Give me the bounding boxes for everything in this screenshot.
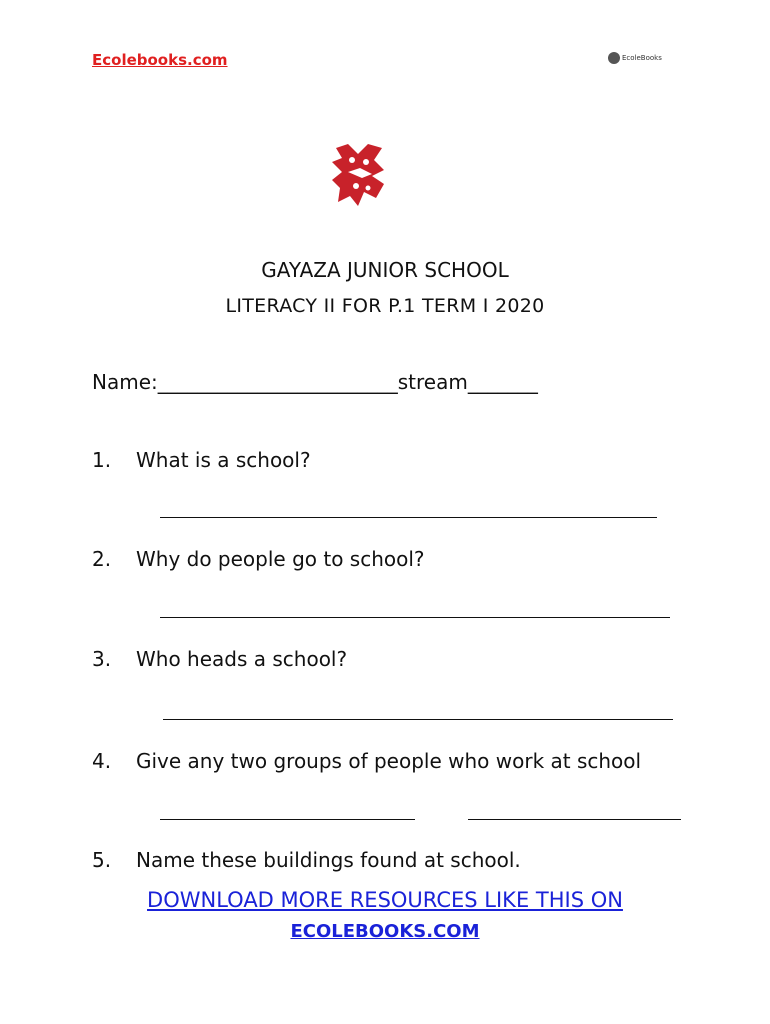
question-number: 3.: [92, 647, 112, 671]
download-resources-link[interactable]: DOWNLOAD MORE RESOURCES LIKE THIS ON: [147, 888, 623, 912]
ecolebooks-badge: [608, 51, 662, 65]
subject-title: LITERACY II FOR P.1 TERM I 2020: [225, 295, 545, 317]
answer-line: [160, 617, 670, 618]
question-text: Give any two groups of people who work at school: [136, 749, 642, 773]
question-number: 5.: [92, 848, 112, 872]
school-title: GAYAZA JUNIOR SCHOOL: [261, 258, 509, 282]
ecolebooks-logo-icon: [608, 52, 620, 64]
ecolebooks-footer-link[interactable]: ECOLEBOOKS.COM: [290, 921, 480, 942]
name-label: Name:________________________: [92, 370, 398, 394]
question-number: 1.: [92, 448, 112, 472]
question-text: Why do people go to school?: [136, 547, 425, 571]
ecolebooks-header-link[interactable]: Ecolebooks.com: [92, 51, 228, 69]
question-number: 2.: [92, 547, 112, 571]
stream-label: stream_______: [397, 370, 538, 394]
answer-line: [163, 719, 673, 720]
question-text: Who heads a school?: [136, 647, 348, 671]
answer-line: [160, 819, 415, 820]
answer-line: [468, 819, 681, 820]
question-text: What is a school?: [136, 448, 311, 472]
question-text: Name these buildings found at school.: [136, 848, 521, 872]
badge-text: EcoleBooks: [622, 54, 662, 62]
name-stream-row: [92, 370, 538, 394]
answer-line: [160, 517, 657, 518]
question-number: 4.: [92, 749, 112, 773]
school-crest-logo: [328, 140, 392, 210]
